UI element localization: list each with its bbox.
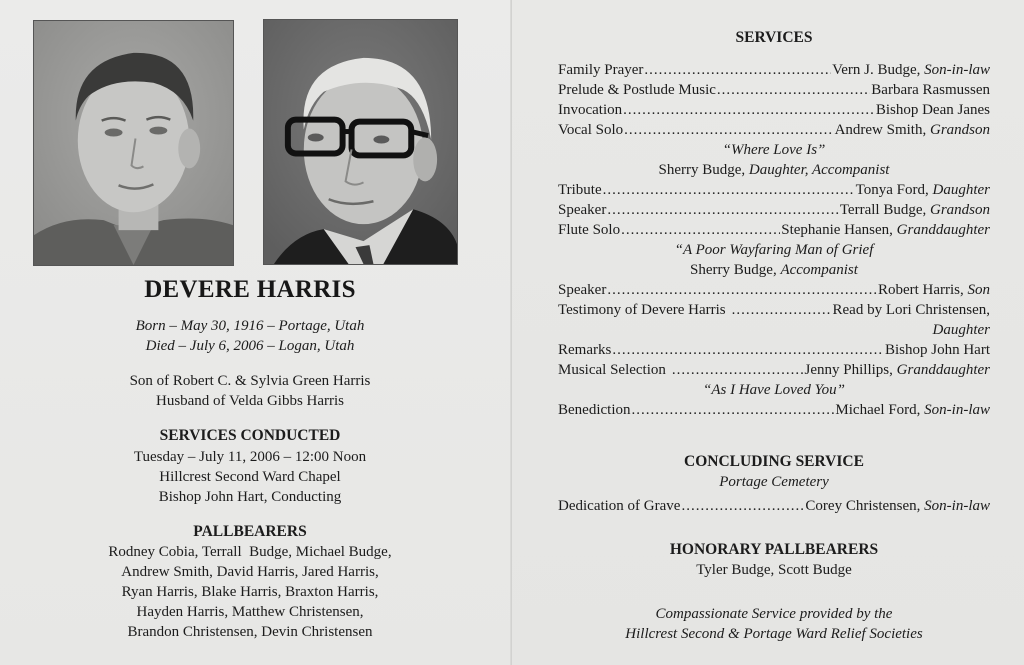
pallbearers-line: Hayden Harris, Matthew Christensen,: [136, 604, 364, 620]
services-conducted-details: [0, 447, 500, 507]
pallbearers-list: [0, 542, 500, 642]
leader-dots: [644, 60, 831, 80]
spouse-line: Husband of Velda Gibbs Harris: [155, 393, 345, 409]
song-title: “As I Have Loved You”: [703, 382, 845, 398]
young-portrait-image: [34, 21, 233, 265]
program-row-musical-selection: Musical Selection ..... Jenny Phillips, Granddaughter: [558, 360, 990, 380]
program-row-family-prayer: Family Prayer ..... Vern J. Budge, Son-in-law: [558, 60, 990, 80]
program-row-prelude: Prelude & Postlude Music ..... Barbara Rasmussen: [558, 80, 990, 100]
leader-dots: [717, 80, 870, 100]
program-row-testimony: Testimony of Devere Harris ..... Read by Lori Christensen,: [558, 300, 990, 320]
leader-dots: [672, 360, 804, 380]
leader-dots: [631, 400, 834, 420]
leader-dots: [681, 496, 804, 516]
program-row-benediction: Benediction ..... Michael Ford, Son-in-law: [558, 400, 990, 420]
family-info: [0, 371, 500, 411]
pallbearers-line: Ryan Harris, Blake Harris, Braxton Harris,: [121, 584, 379, 600]
relief-society-credit: [558, 604, 990, 644]
song-title: “Where Love Is”: [722, 142, 826, 158]
program-row-vocal-solo: Vocal Solo ..... Andrew Smith, Grandson: [558, 120, 990, 140]
song-title: “A Poor Wayfaring Man of Grief: [674, 242, 874, 258]
leader-dots: [732, 300, 832, 320]
service-location: Hillcrest Second Ward Chapel: [159, 469, 341, 485]
order-of-service: [558, 28, 990, 644]
birth-death-dates: [0, 316, 500, 356]
leader-dots: [607, 280, 877, 300]
credit-line: Hillcrest Second & Portage Ward Relief Societies: [625, 626, 923, 642]
elderly-portrait-photo: [263, 19, 458, 265]
leader-dots: [624, 120, 833, 140]
pallbearers-line: Brandon Christensen, Devin Christensen: [127, 624, 373, 640]
deceased-name: DEVERE HARRIS: [144, 276, 356, 303]
service-date-time: Tuesday – July 11, 2006 – 12:00 Noon: [133, 449, 367, 465]
testimony-relation: Daughter: [932, 322, 990, 338]
accompanist-line: Sherry Budge, Daughter, Accompanist: [658, 162, 890, 178]
young-portrait-photo: [33, 20, 234, 266]
pallbearers-line: Rodney Cobia, Terrall Budge, Michael Budge,: [108, 544, 392, 560]
program-row-invocation: Invocation ..... Bishop Dean Janes: [558, 100, 990, 120]
services-conducted-heading: SERVICES CONDUCTED: [159, 427, 341, 444]
program-row-speaker: Speaker ..... Terrall Budge, Grandson: [558, 200, 990, 220]
program-row-dedication: Dedication of Grave ..... Corey Christensen, Son-in-law: [558, 496, 990, 516]
leader-dots: [603, 180, 855, 200]
leader-dots: [623, 100, 875, 120]
parents-line: Son of Robert C. & Sylvia Green Harris: [129, 373, 371, 389]
program-row-speaker: Speaker ..... Robert Harris, Son: [558, 280, 990, 300]
concluding-service-heading: CONCLUDING SERVICE: [684, 453, 864, 470]
leader-dots: [621, 220, 780, 240]
elderly-portrait-image: [264, 20, 457, 264]
born-line: Born – May 30, 1916 – Portage, Utah: [135, 318, 365, 334]
services-heading: SERVICES: [735, 29, 813, 46]
honorary-pallbearers-names: Tyler Budge, Scott Budge: [696, 562, 852, 578]
leader-dots: [612, 340, 884, 360]
service-conductor: Bishop John Hart, Conducting: [158, 489, 342, 505]
program-row-remarks: Remarks ..... Bishop John Hart: [558, 340, 990, 360]
died-line: Died – July 6, 2006 – Logan, Utah: [145, 338, 355, 354]
leader-dots: [607, 200, 839, 220]
pallbearers-heading: PALLBEARERS: [193, 523, 307, 540]
credit-line: Compassionate Service provided by the: [655, 606, 893, 622]
accompanist-line: Sherry Budge, Accompanist: [690, 262, 858, 278]
pallbearers-line: Andrew Smith, David Harris, Jared Harris,: [121, 564, 379, 580]
program-row-tribute: Tribute ..... Tonya Ford, Daughter: [558, 180, 990, 200]
cemetery-location: Portage Cemetery: [719, 474, 829, 490]
program-row-flute-solo: Flute Solo ..... Stephanie Hansen, Granddaughter: [558, 220, 990, 240]
honorary-pallbearers-heading: HONORARY PALLBEARERS: [669, 541, 879, 558]
